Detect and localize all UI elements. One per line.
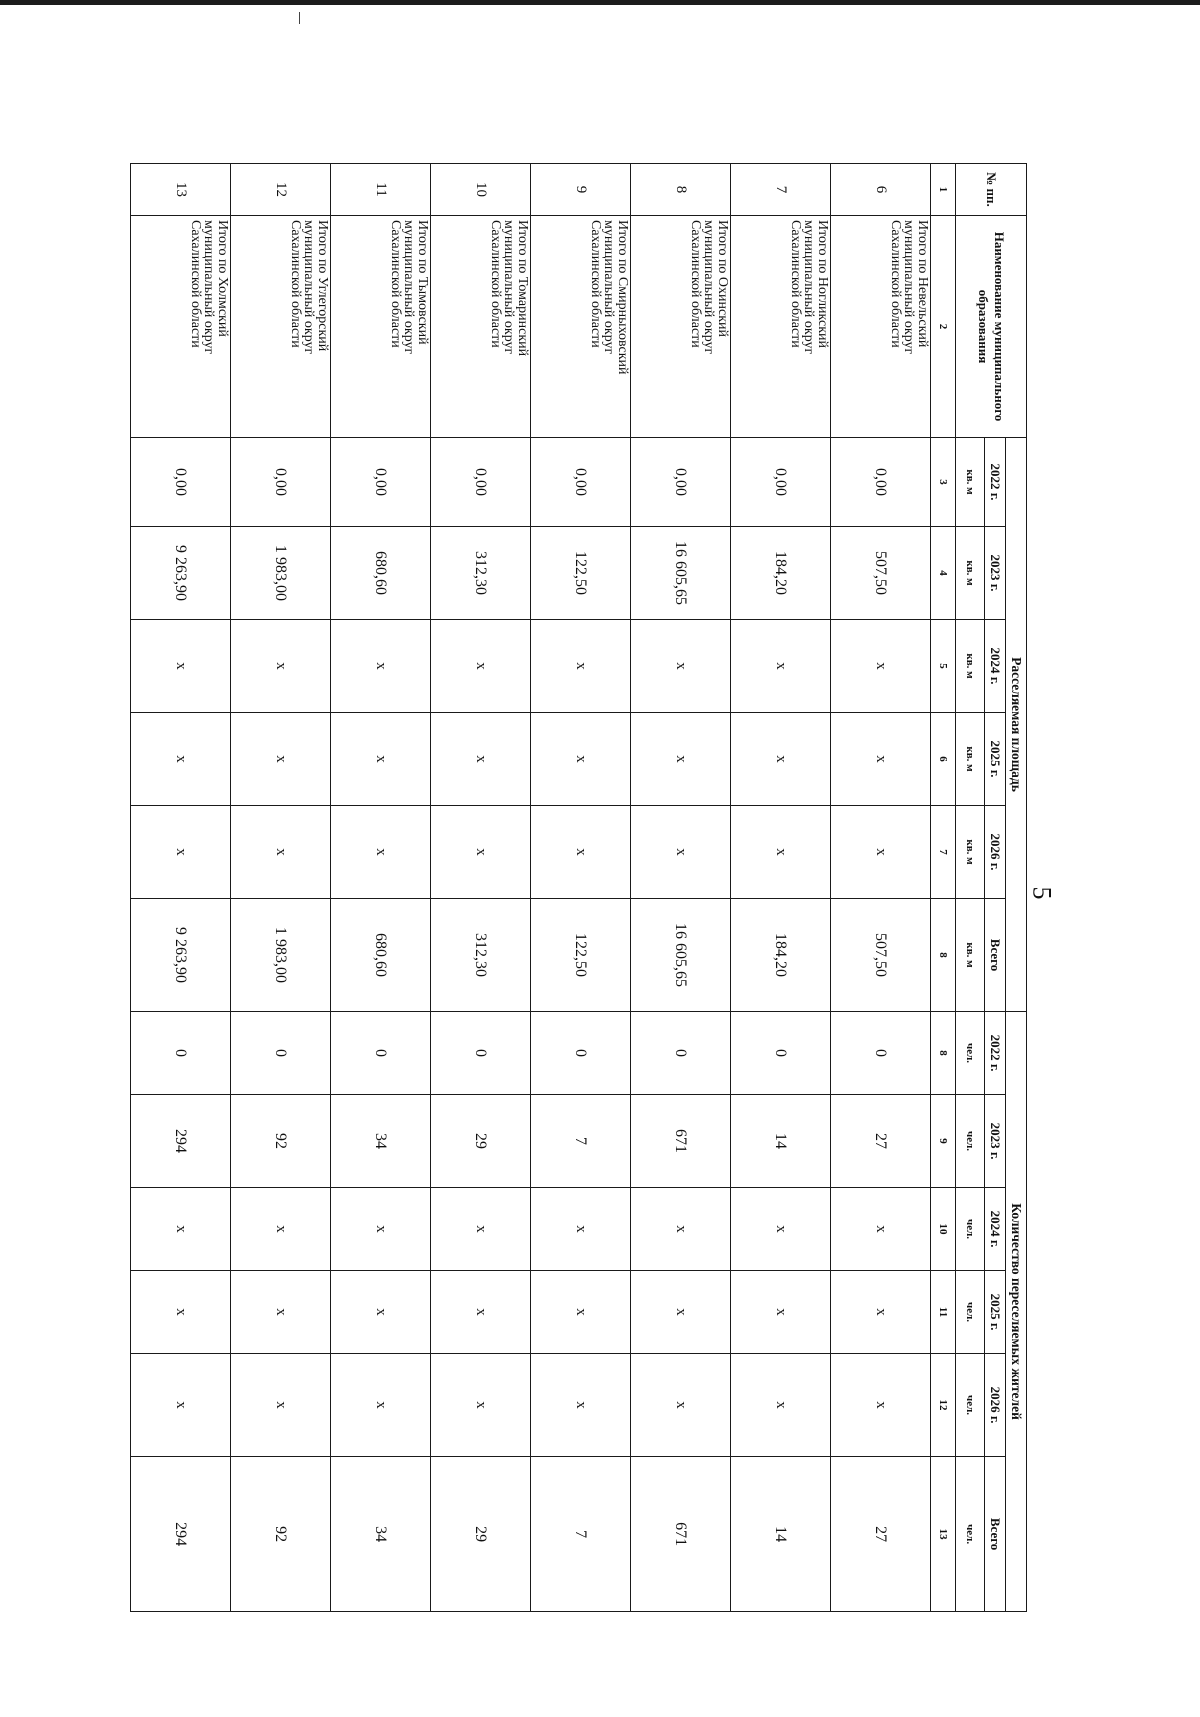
- area-value: 0,00: [531, 438, 631, 527]
- area-value: 312,30: [431, 527, 531, 620]
- row-number: 9: [531, 164, 631, 216]
- people-value: x: [431, 1271, 531, 1354]
- people-value: 0: [131, 1012, 231, 1095]
- area-value: x: [631, 620, 731, 713]
- people-value: x: [631, 1354, 731, 1457]
- people-total: 34: [331, 1457, 431, 1612]
- column-number: 5: [931, 620, 956, 713]
- name-column-header: Наименование муниципального образования: [956, 216, 1027, 438]
- people-value: 0: [431, 1012, 531, 1095]
- area-value: x: [431, 713, 531, 806]
- area-total: 9 263,90: [131, 899, 231, 1012]
- area-value: x: [531, 806, 631, 899]
- column-number: 8: [931, 899, 956, 1012]
- unit-header: кв. м: [956, 620, 985, 713]
- year-header: 2026 г.: [985, 1354, 1006, 1457]
- unit-header: чел.: [956, 1188, 985, 1271]
- people-total: 671: [631, 1457, 731, 1612]
- area-value: x: [731, 806, 831, 899]
- people-value: 34: [331, 1095, 431, 1188]
- year-header: 2022 г.: [985, 438, 1006, 527]
- people-value: x: [331, 1188, 431, 1271]
- row-number: 7: [731, 164, 831, 216]
- area-value: 0,00: [631, 438, 731, 527]
- people-value: x: [231, 1271, 331, 1354]
- year-header: 2025 г.: [985, 1271, 1006, 1354]
- area-value: x: [131, 713, 231, 806]
- people-value: 671: [631, 1095, 731, 1188]
- year-header: 2023 г.: [985, 1095, 1006, 1188]
- unit-header: чел.: [956, 1095, 985, 1188]
- column-number: 2: [931, 216, 956, 438]
- people-value: x: [531, 1354, 631, 1457]
- year-header: 2026 г.: [985, 806, 1006, 899]
- area-value: 0,00: [831, 438, 931, 527]
- people-value: 27: [831, 1095, 931, 1188]
- area-value: x: [231, 806, 331, 899]
- people-value: 0: [231, 1012, 331, 1095]
- area-value: x: [331, 620, 431, 713]
- table-row: [731, 164, 831, 1612]
- table-row: [131, 164, 231, 1612]
- municipality-name: Итого по Тымовский муниципальный округ Сахалинской области: [331, 216, 431, 438]
- people-total: 7: [531, 1457, 631, 1612]
- area-value: x: [331, 713, 431, 806]
- row-number: 6: [831, 164, 931, 216]
- area-value: 0,00: [331, 438, 431, 527]
- year-header: 2023 г.: [985, 527, 1006, 620]
- year-header: 2024 г.: [985, 620, 1006, 713]
- table-body: [131, 164, 931, 1612]
- area-total: 507,50: [831, 899, 931, 1012]
- area-value: x: [431, 620, 531, 713]
- people-value: x: [731, 1271, 831, 1354]
- people-value: x: [431, 1188, 531, 1271]
- column-number: 9: [931, 1095, 956, 1188]
- area-total: 1 983,00: [231, 899, 331, 1012]
- area-value: 122,50: [531, 527, 631, 620]
- column-number: 12: [931, 1354, 956, 1457]
- unit-header: чел.: [956, 1354, 985, 1457]
- unit-header: кв. м: [956, 806, 985, 899]
- people-value: x: [131, 1188, 231, 1271]
- people-value: 0: [331, 1012, 431, 1095]
- area-total: 16 605,65: [631, 899, 731, 1012]
- people-value: x: [831, 1188, 931, 1271]
- area-value: x: [231, 713, 331, 806]
- area-value: x: [831, 620, 931, 713]
- area-value: x: [231, 620, 331, 713]
- resettlement-table: [130, 163, 1027, 1612]
- column-number: 7: [931, 806, 956, 899]
- area-total: 184,20: [731, 899, 831, 1012]
- header-row-group: [1006, 164, 1027, 1612]
- column-number: 8: [931, 1012, 956, 1095]
- table-row: [531, 164, 631, 1612]
- people-value: x: [231, 1188, 331, 1271]
- area-value: 1 983,00: [231, 527, 331, 620]
- scan-artifact: [299, 12, 300, 24]
- year-header: 2025 г.: [985, 713, 1006, 806]
- municipality-name: Итого по Невельский муниципальный округ Сахалинской области: [831, 216, 931, 438]
- table-row: [831, 164, 931, 1612]
- municipality-name: Итого по Томаринский муниципальный округ Сахалинской области: [431, 216, 531, 438]
- people-value: x: [331, 1271, 431, 1354]
- municipality-name: Итого по Охинский муниципальный округ Сахалинской области: [631, 216, 731, 438]
- row-number: 13: [131, 164, 231, 216]
- area-value: 0,00: [131, 438, 231, 527]
- area-value: x: [431, 806, 531, 899]
- people-value: 0: [731, 1012, 831, 1095]
- scan-top-border: [0, 0, 1200, 5]
- unit-header: кв. м: [956, 713, 985, 806]
- total-header: Всего: [985, 1457, 1006, 1612]
- people-value: 0: [831, 1012, 931, 1095]
- people-value: 92: [231, 1095, 331, 1188]
- municipality-name: Итого по Углегорский муниципальный округ Сахалинской области: [231, 216, 331, 438]
- table-row: [431, 164, 531, 1612]
- municipality-name: Итого по Холмский муниципальный округ Сахалинской области: [131, 216, 231, 438]
- area-value: 507,50: [831, 527, 931, 620]
- people-value: x: [731, 1354, 831, 1457]
- people-value: x: [331, 1354, 431, 1457]
- people-value: 0: [631, 1012, 731, 1095]
- column-number: 4: [931, 527, 956, 620]
- people-value: x: [831, 1354, 931, 1457]
- unit-header: чел.: [956, 1012, 985, 1095]
- area-total: 122,50: [531, 899, 631, 1012]
- table-row: [631, 164, 731, 1612]
- area-value: x: [131, 806, 231, 899]
- table-row: [231, 164, 331, 1612]
- area-value: 0,00: [231, 438, 331, 527]
- area-total: 312,30: [431, 899, 531, 1012]
- area-value: x: [631, 713, 731, 806]
- area-value: x: [731, 620, 831, 713]
- people-value: x: [131, 1354, 231, 1457]
- area-value: x: [331, 806, 431, 899]
- column-number: 10: [931, 1188, 956, 1271]
- people-value: x: [631, 1271, 731, 1354]
- unit-header: кв. м: [956, 527, 985, 620]
- table-row: [331, 164, 431, 1612]
- people-value: x: [531, 1188, 631, 1271]
- rotated-page-content: [130, 163, 1027, 1611]
- row-number: 8: [631, 164, 731, 216]
- header-row-column-numbers: [931, 164, 956, 1612]
- row-number: 11: [331, 164, 431, 216]
- total-header: Всего: [985, 899, 1006, 1012]
- people-total: 92: [231, 1457, 331, 1612]
- people-value: 14: [731, 1095, 831, 1188]
- unit-header: чел.: [956, 1457, 985, 1612]
- area-value: x: [631, 806, 731, 899]
- area-value: 184,20: [731, 527, 831, 620]
- area-value: 680,60: [331, 527, 431, 620]
- area-total: 680,60: [331, 899, 431, 1012]
- unit-header: кв. м: [956, 899, 985, 1012]
- area-value: 9 263,90: [131, 527, 231, 620]
- year-header: 2024 г.: [985, 1188, 1006, 1271]
- unit-header: кв. м: [956, 438, 985, 527]
- residents-group-header: Количество переселяемых жителей: [1006, 1012, 1027, 1612]
- people-value: x: [631, 1188, 731, 1271]
- area-value: x: [531, 620, 631, 713]
- people-total: 294: [131, 1457, 231, 1612]
- row-number: 10: [431, 164, 531, 216]
- people-total: 29: [431, 1457, 531, 1612]
- area-value: 0,00: [431, 438, 531, 527]
- column-number: 1: [931, 164, 956, 216]
- area-value: 0,00: [731, 438, 831, 527]
- people-value: x: [531, 1271, 631, 1354]
- area-value: x: [831, 713, 931, 806]
- year-header: 2022 г.: [985, 1012, 1006, 1095]
- column-number: 3: [931, 438, 956, 527]
- people-value: x: [431, 1354, 531, 1457]
- area-value: x: [131, 620, 231, 713]
- area-value: 16 605,65: [631, 527, 731, 620]
- column-number: 13: [931, 1457, 956, 1612]
- area-value: x: [731, 713, 831, 806]
- row-number: 12: [231, 164, 331, 216]
- people-value: 29: [431, 1095, 531, 1188]
- people-value: x: [831, 1271, 931, 1354]
- column-number: 6: [931, 713, 956, 806]
- people-value: 7: [531, 1095, 631, 1188]
- municipality-name: Итого по Ногликский муниципальный округ Сахалинской области: [731, 216, 831, 438]
- column-number: 11: [931, 1271, 956, 1354]
- unit-header: чел.: [956, 1271, 985, 1354]
- municipality-name: Итого по Смирныховский муниципальный округ Сахалинской области: [531, 216, 631, 438]
- area-value: x: [831, 806, 931, 899]
- people-total: 14: [731, 1457, 831, 1612]
- people-total: 27: [831, 1457, 931, 1612]
- people-value: x: [231, 1354, 331, 1457]
- area-value: x: [531, 713, 631, 806]
- people-value: x: [731, 1188, 831, 1271]
- people-value: 0: [531, 1012, 631, 1095]
- people-value: x: [131, 1271, 231, 1354]
- area-group-header: Расселяемая площадь: [1006, 438, 1027, 1012]
- people-value: 294: [131, 1095, 231, 1188]
- page-number: 5: [1027, 886, 1057, 900]
- index-column-header: № пп.: [956, 164, 1027, 216]
